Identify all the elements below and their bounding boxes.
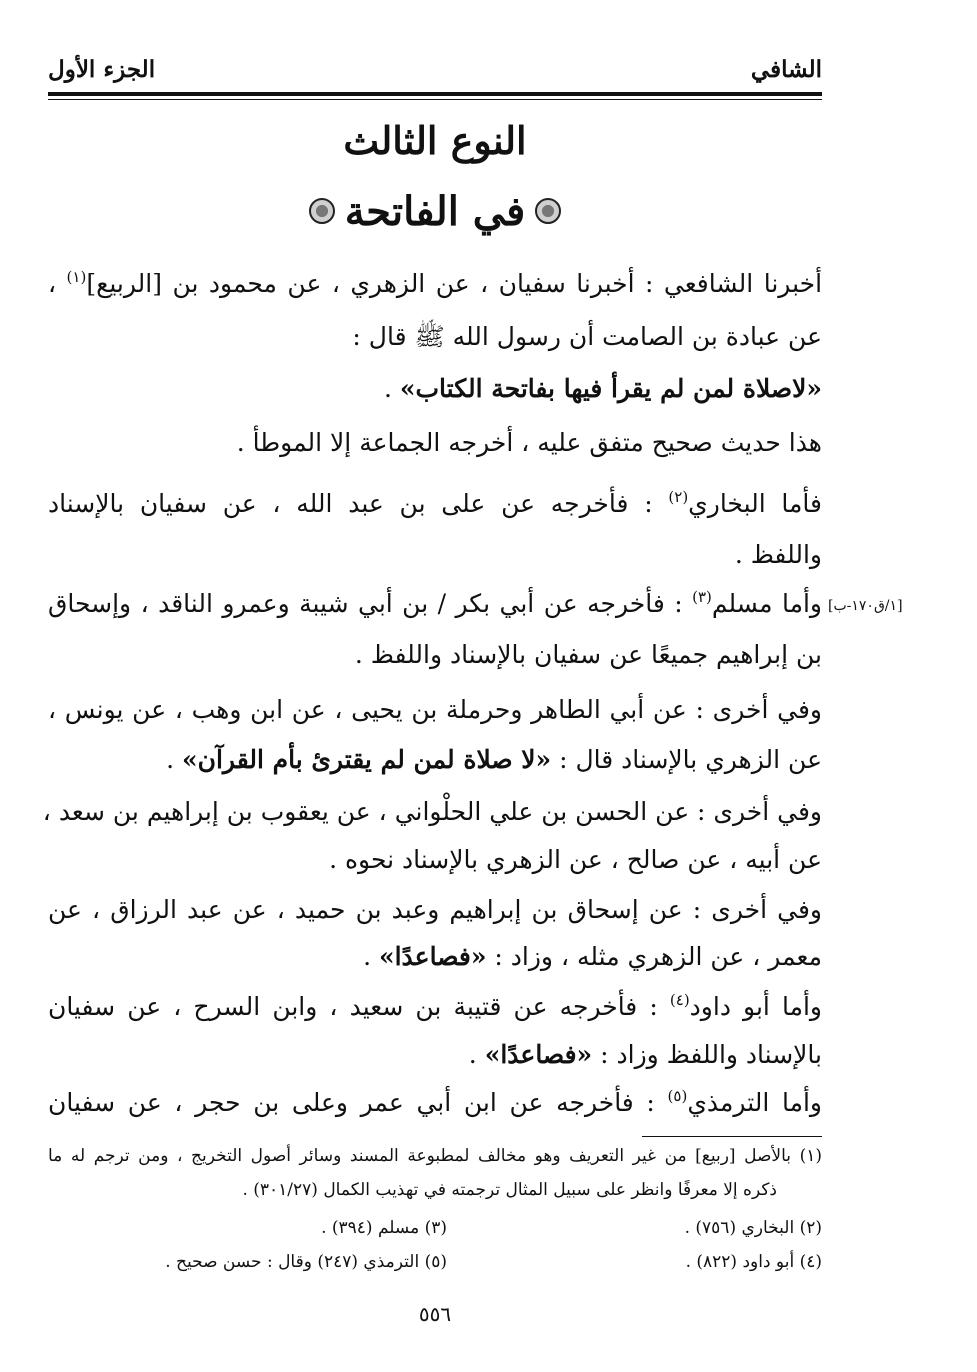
text-line-8: بن إبراهيم جميعًا عن سفيان بالإسناد واللفظ . (354, 640, 822, 669)
addition-word-2: «فصاعدًا» (484, 1040, 593, 1069)
text-line-17: وأما الترمذي$^{(٥)}$ : فأخرجه عن ابن أبي عمر وعلى بن حجر ، عن سفيان (48, 1087, 822, 1117)
text-line-13: وفي أخرى : عن إسحاق بن إبراهيم وعبد بن حميد ، عن عبد الرزاق ، عن (48, 895, 822, 924)
text-line-7: وأما مسلم$^{(٣)}$ : فأخرجه عن أبي بكر / بن أبي شيبة وعمرو الناقد ، وإسحاق (48, 588, 822, 618)
book-title: الشافي (750, 56, 822, 83)
text-line-5: فأما البخاري$^{(٢)}$ : فأخرجه عن على بن عبد الله ، عن سفيان بالإسناد (48, 488, 823, 518)
ornament-right-icon (535, 198, 561, 224)
footnote-ref-5: (٥) (667, 1087, 688, 1105)
text-line-10: عن الزهري بالإسناد قال : «لا صلاة لمن لم يقترئ بأم القرآن» . (166, 745, 822, 774)
hadith-text-1: «لاصلاة لمن لم يقرأ فيها بفاتحة الكتاب» . (383, 374, 822, 403)
footnote-1: (١) بالأصل [ربيع] من غير التعريف وهو مخالف لمطبوعة المسند وسائر أصول التخريج ، ومن ترجم له ما (48, 1146, 822, 1166)
section-heading: النوع الثالث (343, 118, 527, 163)
page-number: ٥٥٦ (418, 1302, 452, 1326)
footnote-rule (642, 1136, 822, 1137)
header-rule-thick (48, 92, 822, 96)
text-line-1: أخبرنا الشافعي : أخبرنا سفيان ، عن الزهري ، عن محمود بن [الربيع]$^{(١)}$ ، (48, 268, 823, 298)
text-line-16: بالإسناد واللفظ وزاد : «فصاعدًا» . (468, 1040, 822, 1069)
footnote-ref-1: (١) (66, 268, 87, 286)
text-line-14: معمر ، عن الزهري مثله ، وزاد : «فصاعدًا» . (363, 942, 822, 971)
text-line-15: وأما أبو داود$^{(٤)}$ : فأخرجه عن قتيبة بن سعيد ، وابن السرح ، عن سفيان (48, 991, 822, 1021)
chapter-title: في الفاتحة (344, 188, 526, 235)
footnote-ref-4: (٤) (669, 991, 690, 1009)
text-line-11: وفي أخرى : عن الحسن بن علي الحلْواني ، عن يعقوب بن إبراهيم بن سعد ، (42, 797, 822, 826)
footnote-5: (٥) الترمذي (٢٤٧) وقال : حسن صحيح . (165, 1252, 447, 1272)
footnote-ref-3: (٣) (692, 588, 712, 606)
addition-word-1: «فصاعدًا» (378, 942, 487, 971)
text-line-6: واللفظ . (734, 540, 822, 569)
footnote-2: (٢) البخاري (٧٥٦) . (684, 1218, 822, 1238)
text-line-9: وفي أخرى : عن أبي الطاهر وحرملة بن يحيى ، عن ابن وهب ، عن يونس ، (48, 695, 822, 724)
footnote-4: (٤) أبو داود (٨٢٢) . (685, 1252, 822, 1272)
footnote-1-continued: ذكره إلا معرفًا وانظر على سبيل المثال ترجمته في تهذيب الكمال (٣٠١/٢٧) . (242, 1180, 777, 1200)
margin-note: [١/ق١٧٠-ب] (828, 598, 903, 614)
chapter-heading (48, 188, 822, 235)
hadith-text-2: «لا صلاة لمن لم يقترئ بأم القرآن» (181, 745, 552, 774)
running-head (48, 56, 822, 86)
footnote-ref-2: (٢) (668, 488, 689, 506)
part-label: الجزء الأول (48, 56, 156, 83)
text-line-12: عن أبيه ، عن صالح ، عن الزهري بالإسناد نحوه . (329, 845, 822, 874)
text-line-2: عن عبادة بن الصامت أن رسول الله ﷺ قال : (352, 322, 822, 351)
footnote-3: (٣) مسلم (٣٩٤) . (321, 1218, 447, 1238)
header-rule-thin (48, 99, 822, 100)
ornament-left-icon (309, 198, 335, 224)
text-line-4: هذا حديث صحيح متفق عليه ، أخرجه الجماعة إلا الموطأ . (236, 428, 822, 457)
